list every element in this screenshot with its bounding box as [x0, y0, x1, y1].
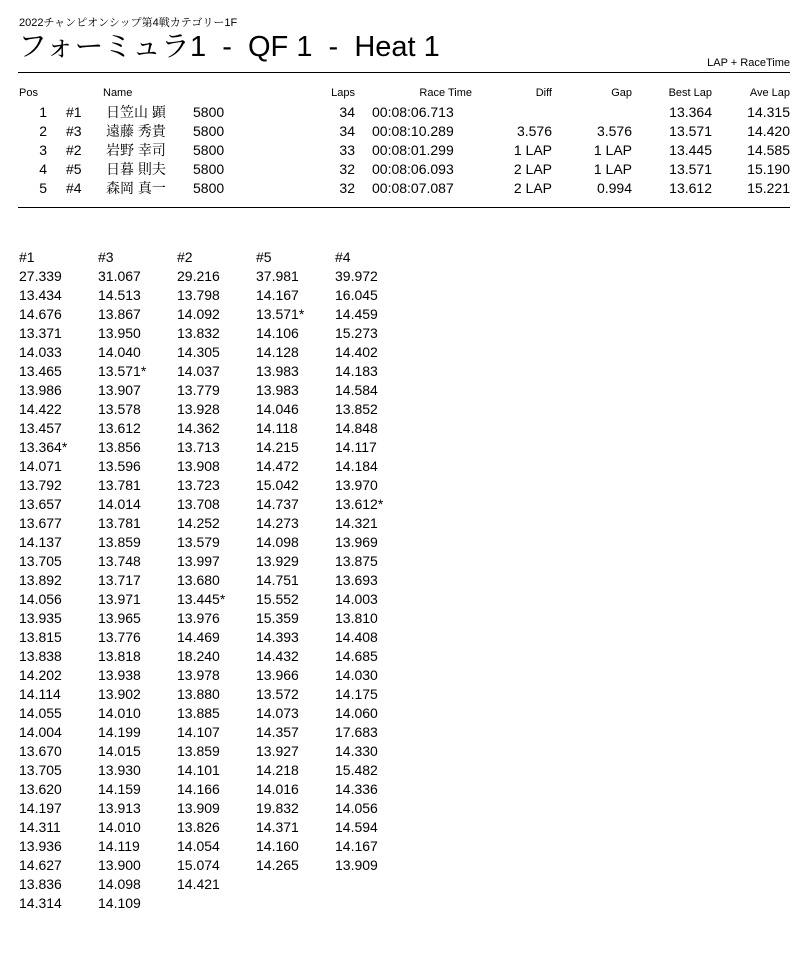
lap-time: 13.578 — [98, 401, 141, 417]
lap-time: 14.166 — [177, 781, 220, 797]
lap-time: 14.393 — [256, 629, 299, 645]
lap-time: 14.014 — [98, 496, 141, 512]
lap-time: 14.584 — [335, 382, 378, 398]
lap-time: 14.362 — [177, 420, 220, 436]
lap-time: 14.160 — [256, 838, 299, 854]
car-model-cell: 5800 — [193, 180, 225, 196]
lap-time: 13.936 — [19, 838, 62, 854]
lap-time: 14.371 — [256, 819, 299, 835]
lap-time: 13.965 — [98, 610, 141, 626]
driver-name-cell: 日笠山 顕 — [106, 104, 166, 120]
lap-column — [98, 248, 178, 913]
lap-time: 14.040 — [98, 344, 141, 360]
lap-time: 14.183 — [335, 363, 378, 379]
lap-time: 13.859 — [98, 534, 141, 550]
lap-time: 13.680 — [177, 572, 220, 588]
lap-time: 13.838 — [19, 648, 62, 664]
lap-time: 14.848 — [335, 420, 378, 436]
lap-time: 13.434 — [19, 287, 62, 303]
laps-cell: 32 — [339, 161, 355, 177]
lap-time: 13.445* — [177, 591, 226, 607]
lap-time: 14.046 — [256, 401, 299, 417]
car-number-cell: #2 — [66, 142, 82, 158]
lap-time: 15.482 — [335, 762, 378, 778]
lap-time: 14.098 — [256, 534, 299, 550]
divider-bottom — [18, 207, 790, 208]
lap-time: 14.003 — [335, 591, 378, 607]
lap-time: 13.880 — [177, 686, 220, 702]
lap-time: 14.092 — [177, 306, 220, 322]
race-title: フォーミュラ1 - QF 1 - Heat 1 — [18, 31, 440, 63]
lap-time: 14.330 — [335, 743, 378, 759]
lap-time: 39.972 — [335, 268, 378, 284]
lap-time: 14.060 — [335, 705, 378, 721]
race-time-cell: 00:08:07.087 — [372, 180, 454, 196]
lap-time: 13.983 — [256, 382, 299, 398]
lap-time: 13.457 — [19, 420, 62, 436]
lap-time: 15.552 — [256, 591, 299, 607]
lap-time: 14.015 — [98, 743, 141, 759]
lap-time: 19.832 — [256, 800, 299, 816]
lap-time: 13.596 — [98, 458, 141, 474]
lap-time: 15.042 — [256, 477, 299, 493]
lap-time: 14.004 — [19, 724, 62, 740]
lap-time: 13.657 — [19, 496, 62, 512]
lap-time: 13.885 — [177, 705, 220, 721]
col-best-lap: Best Lap — [668, 87, 712, 99]
driver-name-cell: 岩野 幸司 — [106, 142, 166, 158]
lap-time: 14.197 — [19, 800, 62, 816]
lap-time: 14.469 — [177, 629, 220, 645]
lap-column-header: #1 — [19, 249, 35, 265]
lap-time: 13.969 — [335, 534, 378, 550]
lap-time: 14.432 — [256, 648, 299, 664]
lap-time: 14.421 — [177, 876, 220, 892]
ave-lap-cell: 15.221 — [747, 180, 790, 196]
lap-time: 13.928 — [177, 401, 220, 417]
lap-time: 13.997 — [177, 553, 220, 569]
race-time-cell: 00:08:06.713 — [372, 104, 454, 120]
car-number-cell: #4 — [66, 180, 82, 196]
lap-time: 13.748 — [98, 553, 141, 569]
lap-time: 14.402 — [335, 344, 378, 360]
ave-lap-cell: 14.420 — [747, 123, 790, 139]
lap-time: 14.422 — [19, 401, 62, 417]
car-number-cell: #1 — [66, 104, 82, 120]
lap-time: 14.010 — [98, 819, 141, 835]
diff-cell: 1 LAP — [513, 142, 552, 158]
result-row — [0, 179, 800, 198]
lap-time: 14.073 — [256, 705, 299, 721]
lap-time: 14.167 — [256, 287, 299, 303]
lap-time: 13.908 — [177, 458, 220, 474]
laps-cell: 34 — [339, 104, 355, 120]
lap-time: 14.218 — [256, 762, 299, 778]
lap-time: 13.779 — [177, 382, 220, 398]
gap-cell: 0.994 — [596, 180, 632, 196]
lap-time: 14.305 — [177, 344, 220, 360]
lap-time: 13.976 — [177, 610, 220, 626]
lap-time: 31.067 — [98, 268, 141, 284]
race-time-cell: 00:08:10.289 — [372, 123, 454, 139]
lap-time: 13.717 — [98, 572, 141, 588]
best-lap-cell: 13.571 — [669, 123, 712, 139]
lap-time: 13.909 — [177, 800, 220, 816]
lap-time: 13.705 — [19, 553, 62, 569]
col-race-time: Race Time — [419, 87, 472, 99]
lap-column — [19, 248, 99, 913]
pos-cell: 4 — [39, 161, 47, 177]
lap-time: 13.677 — [19, 515, 62, 531]
lap-time: 13.579 — [177, 534, 220, 550]
lap-time: 14.118 — [256, 420, 298, 436]
lap-time: 13.571* — [98, 363, 147, 379]
lap-time: 13.708 — [177, 496, 220, 512]
lap-time: 13.705 — [19, 762, 62, 778]
lap-time: 13.818 — [98, 648, 141, 664]
lap-time: 13.713 — [177, 439, 220, 455]
lap-time: 14.030 — [335, 667, 378, 683]
result-row — [0, 141, 800, 160]
lap-time: 15.074 — [177, 857, 220, 873]
lap-time: 13.620 — [19, 781, 62, 797]
lap-time: 13.364* — [19, 439, 68, 455]
lap-time: 17.683 — [335, 724, 378, 740]
lap-time: 13.572 — [256, 686, 299, 702]
col-diff: Diff — [535, 87, 552, 99]
result-row — [0, 160, 800, 179]
lap-column — [335, 248, 415, 875]
lap-time: 14.109 — [98, 895, 141, 911]
lap-time: 14.114 — [19, 686, 61, 702]
lap-time: 14.117 — [335, 439, 377, 455]
lap-time: 13.966 — [256, 667, 299, 683]
lap-time: 13.983 — [256, 363, 299, 379]
timing-mode-badge: LAP + RaceTime — [707, 57, 790, 69]
lap-time: 13.978 — [177, 667, 220, 683]
lap-time: 14.472 — [256, 458, 299, 474]
car-number-cell: #3 — [66, 123, 82, 139]
lap-time: 14.159 — [98, 781, 141, 797]
lap-time: 14.321 — [335, 515, 378, 531]
lap-time: 14.071 — [19, 458, 62, 474]
lap-time: 14.627 — [19, 857, 62, 873]
lap-time: 14.513 — [98, 287, 141, 303]
lap-time: 14.199 — [98, 724, 141, 740]
lap-time: 13.970 — [335, 477, 378, 493]
lap-time: 13.902 — [98, 686, 141, 702]
lap-time: 14.016 — [256, 781, 299, 797]
best-lap-cell: 13.364 — [669, 104, 712, 120]
lap-time: 13.929 — [256, 553, 299, 569]
lap-time: 14.137 — [19, 534, 62, 550]
gap-cell: 1 LAP — [593, 161, 632, 177]
lap-time: 14.459 — [335, 306, 378, 322]
lap-time: 14.265 — [256, 857, 299, 873]
lap-time: 13.810 — [335, 610, 378, 626]
lap-time: 13.465 — [19, 363, 62, 379]
lap-time: 14.357 — [256, 724, 299, 740]
lap-time: 13.798 — [177, 287, 220, 303]
lap-time: 13.875 — [335, 553, 378, 569]
lap-time: 13.612* — [335, 496, 384, 512]
diff-cell: 2 LAP — [513, 180, 552, 196]
diff-cell: 2 LAP — [513, 161, 552, 177]
lap-time: 14.252 — [177, 515, 220, 531]
lap-time: 14.056 — [19, 591, 62, 607]
lap-time: 14.056 — [335, 800, 378, 816]
lap-time: 13.907 — [98, 382, 141, 398]
pos-cell: 2 — [39, 123, 47, 139]
lap-time: 13.950 — [98, 325, 141, 341]
lap-time: 13.986 — [19, 382, 62, 398]
lap-time: 14.167 — [335, 838, 378, 854]
lap-time: 13.859 — [177, 743, 220, 759]
lap-time: 14.106 — [256, 325, 299, 341]
lap-column-header: #2 — [177, 249, 193, 265]
lap-time: 14.098 — [98, 876, 141, 892]
lap-time: 14.107 — [177, 724, 220, 740]
lap-time: 14.037 — [177, 363, 220, 379]
lap-time: 13.913 — [98, 800, 141, 816]
best-lap-cell: 13.612 — [669, 180, 712, 196]
driver-name-cell: 遠藤 秀貴 — [106, 123, 166, 139]
driver-name-cell: 森岡 真一 — [106, 180, 166, 196]
lap-time: 13.900 — [98, 857, 141, 873]
gap-cell: 1 LAP — [593, 142, 632, 158]
lap-time: 13.938 — [98, 667, 141, 683]
lap-time: 13.815 — [19, 629, 62, 645]
lap-time: 18.240 — [177, 648, 220, 664]
col-name: Name — [103, 87, 133, 99]
lap-time: 14.685 — [335, 648, 378, 664]
lap-time: 15.273 — [335, 325, 378, 341]
gap-cell: 3.576 — [596, 123, 632, 139]
lap-column-header: #3 — [98, 249, 114, 265]
lap-time: 13.781 — [98, 515, 141, 531]
lap-time: 14.184 — [335, 458, 378, 474]
lap-time: 14.215 — [256, 439, 299, 455]
ave-lap-cell: 14.315 — [747, 104, 790, 120]
lap-time: 13.852 — [335, 401, 378, 417]
lap-time: 14.273 — [256, 515, 299, 531]
lap-time: 13.892 — [19, 572, 62, 588]
lap-time: 14.737 — [256, 496, 299, 512]
lap-time: 13.371 — [19, 325, 62, 341]
lap-time: 14.101 — [177, 762, 220, 778]
lap-time: 13.909 — [335, 857, 378, 873]
race-time-cell: 00:08:01.299 — [372, 142, 454, 158]
car-model-cell: 5800 — [193, 104, 225, 120]
lap-time: 14.202 — [19, 667, 62, 683]
col-laps: Laps — [331, 87, 355, 99]
result-row — [0, 122, 800, 141]
lap-time: 13.792 — [19, 477, 62, 493]
race-subtitle: 2022チャンピオンシップ第4戦カテゴリー1F — [19, 17, 238, 29]
lap-time: 14.055 — [19, 705, 62, 721]
laps-cell: 33 — [339, 142, 355, 158]
car-model-cell: 5800 — [193, 142, 225, 158]
lap-time: 13.826 — [177, 819, 220, 835]
lap-time: 13.776 — [98, 629, 141, 645]
lap-time: 14.033 — [19, 344, 62, 360]
laps-cell: 32 — [339, 180, 355, 196]
best-lap-cell: 13.445 — [669, 142, 712, 158]
pos-cell: 5 — [39, 180, 47, 196]
lap-time: 13.867 — [98, 306, 141, 322]
ave-lap-cell: 14.585 — [747, 142, 790, 158]
lap-column-header: #5 — [256, 249, 272, 265]
lap-time: 14.314 — [19, 895, 62, 911]
lap-time: 37.981 — [256, 268, 299, 284]
col-gap: Gap — [611, 87, 632, 99]
lap-time: 14.594 — [335, 819, 378, 835]
divider-top — [18, 72, 790, 73]
col-ave-lap: Ave Lap — [749, 87, 790, 99]
lap-time: 14.311 — [19, 819, 61, 835]
car-model-cell: 5800 — [193, 161, 225, 177]
lap-time: 14.128 — [256, 344, 299, 360]
lap-column-header: #4 — [335, 249, 351, 265]
lap-time: 15.359 — [256, 610, 299, 626]
lap-time: 13.571* — [256, 306, 305, 322]
lap-time: 13.971 — [98, 591, 141, 607]
lap-time: 14.751 — [256, 572, 299, 588]
lap-time: 14.408 — [335, 629, 378, 645]
result-row — [0, 103, 800, 122]
ave-lap-cell: 15.190 — [747, 161, 790, 177]
lap-time: 13.836 — [19, 876, 62, 892]
lap-time: 13.927 — [256, 743, 299, 759]
lap-time: 13.723 — [177, 477, 220, 493]
lap-time: 14.054 — [177, 838, 220, 854]
lap-column — [256, 248, 336, 875]
lap-time: 13.832 — [177, 325, 220, 341]
lap-time: 29.216 — [177, 268, 220, 284]
lap-time: 14.175 — [335, 686, 378, 702]
diff-cell: 3.576 — [516, 123, 552, 139]
lap-time: 14.010 — [98, 705, 141, 721]
pos-cell: 1 — [39, 104, 47, 120]
lap-column — [177, 248, 257, 894]
car-number-cell: #5 — [66, 161, 82, 177]
lap-time: 16.045 — [335, 287, 378, 303]
pos-cell: 3 — [39, 142, 47, 158]
lap-time: 27.339 — [19, 268, 62, 284]
best-lap-cell: 13.571 — [669, 161, 712, 177]
lap-time: 14.676 — [19, 306, 62, 322]
race-time-cell: 00:08:06.093 — [372, 161, 454, 177]
lap-time: 13.856 — [98, 439, 141, 455]
lap-time: 13.670 — [19, 743, 62, 759]
driver-name-cell: 日暮 則夫 — [106, 161, 166, 177]
lap-time: 14.336 — [335, 781, 378, 797]
lap-time: 13.935 — [19, 610, 62, 626]
lap-time: 13.781 — [98, 477, 141, 493]
lap-time: 14.119 — [98, 838, 140, 854]
laps-cell: 34 — [339, 123, 355, 139]
lap-time: 13.612 — [98, 420, 141, 436]
lap-time: 13.930 — [98, 762, 141, 778]
lap-time: 13.693 — [335, 572, 378, 588]
car-model-cell: 5800 — [193, 123, 225, 139]
col-pos: Pos — [19, 87, 38, 99]
